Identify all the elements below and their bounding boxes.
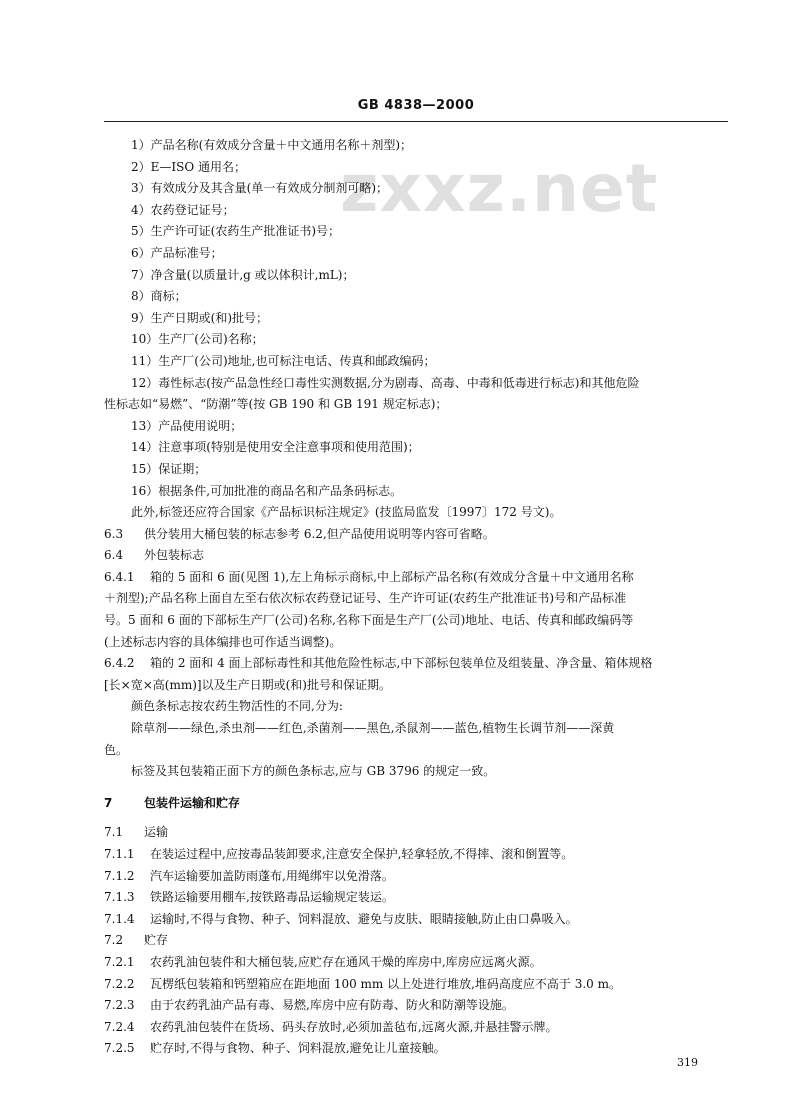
list-item: 14）注意事项(特别是使用安全注意事项和使用范围)； [131, 440, 420, 455]
list-item-12-line2: 性标志如“易燃”、“防潮”等(按 GB 190 和 GB 191 规定标志)； [104, 397, 448, 412]
header-rule [104, 121, 728, 122]
section-number: 6.4 [104, 548, 124, 563]
clause-7-2-3 [104, 995, 728, 1017]
watermark: zxxz.net [340, 150, 659, 227]
list-item: 8）商标； [131, 289, 187, 304]
list-item: 4）农药登记证号； [131, 202, 235, 217]
list-item: 1）产品名称(有效成分含量＋中文通用名称＋剂型)； [131, 138, 413, 152]
list-item: 7）净含量(以质量计,g 或以体积计,mL)； [131, 267, 355, 282]
section-number: 6.4.2 [104, 656, 135, 671]
list-item-12-line1: 12）毒性标志(按产品急性经口毒性实测数据,分为剧毒、高毒、中毒和低毒进行标志)和其他危险 [131, 375, 640, 390]
section-6-4 [104, 545, 728, 567]
section-6-4-2-line2: [长×宽×高(mm)]以及生产日期或(和)批号和保证期。 [104, 677, 391, 692]
clause-7-1-2 [104, 866, 728, 888]
section-7-2 [104, 930, 728, 952]
clause-7-1-3 [104, 887, 728, 909]
section-heading: 运输 [144, 825, 169, 840]
section-title: 包装件运输和贮存 [144, 795, 241, 810]
page-number: 319 [677, 1056, 698, 1069]
label-note: 此外,标签还应符合国家《产品标识标注规定》(技监局监发〔1997〕172 号文)。 [131, 505, 562, 520]
clause-7-2-1 [104, 952, 728, 974]
color-list-line2: 色。 [104, 742, 129, 757]
section-number: 7.1 [104, 825, 124, 840]
clause-text: 在装运过程中,应按毒品装卸要求,注意安全保护,轻拿轻放,不得摔、滚和倒置等。 [150, 847, 574, 861]
clause-number: 7.2.1 [104, 954, 135, 969]
section-6-4-1-line2: ＋剂型);产品名称上面自左至右依次标农药登记证号、生产许可证(农药生产批准证书)号和产品标准 [104, 591, 627, 606]
clause-number: 7.1.3 [104, 890, 135, 905]
clause-number: 7.2.2 [104, 976, 135, 991]
clause-number: 7.2.3 [104, 998, 135, 1013]
standard-code-header: GB 4838—2000 [357, 98, 475, 113]
clause-text: 贮存时,不得与食物、种子、饲料混放,避免让儿童接触。 [150, 1041, 446, 1056]
list-item: 11）生产厂(公司)地址,也可标注电话、传真和邮政编码； [131, 353, 436, 368]
clause-text: 运输时,不得与食物、种子、饲料混放、避免与皮肤、眼睛接触,防止由口鼻吸入。 [150, 911, 578, 926]
clause-number: 7.2.4 [104, 1019, 135, 1034]
list-item: 2）E—ISO 通用名； [131, 159, 247, 174]
clause-number: 7.2.5 [104, 1041, 135, 1056]
section-7-1 [104, 822, 728, 844]
clause-text: 农药乳油包装件在货场、码头存放时,必须加盖毡布,远离火源,并悬挂警示牌。 [150, 1019, 558, 1034]
clause-7-2-2 [104, 974, 728, 996]
clause-7-1-1 [104, 844, 728, 866]
section-6-4-1-line4: (上述标志内容的具体编排也可作适当调整)。 [104, 634, 342, 649]
clause-7-1-4 [104, 909, 728, 931]
clause-number: 7.1.1 [104, 847, 135, 861]
section-heading: 外包装标志 [144, 548, 205, 563]
list-item: 16）根据条件,可加批准的商品名和产品条码标志。 [131, 483, 403, 498]
clause-text: 铁路运输要用棚车,按铁路毒品运输规定装运。 [150, 890, 394, 905]
list-item: 10）生产厂(公司)名称； [131, 332, 264, 347]
list-item: 6）产品标准号； [131, 245, 223, 260]
list-item: 13）产品使用说明； [131, 418, 243, 433]
clause-7-2-5 [104, 1038, 728, 1060]
clause-number: 7.1.4 [104, 911, 135, 926]
list-item: 15）保证期； [131, 461, 207, 476]
section-number: 6.4.1 [104, 569, 135, 584]
section-6-3 [104, 524, 728, 546]
section-number: 7 [104, 795, 113, 810]
list-item: 5）生产许可证(农药生产批准证书)号； [131, 224, 340, 239]
clause-7-2-4 [104, 1017, 728, 1039]
section-number: 6.3 [104, 526, 124, 541]
color-intro: 颜色条标志按农药生物活性的不同,分为: [131, 699, 343, 714]
clause-text: 由于农药乳油产品有毒、易燃,库房中应有防毒、防火和防潮等设施。 [150, 998, 514, 1013]
document-body [104, 135, 728, 1060]
clause-text: 汽车运输要加盖防雨蓬布,用绳绑牢以免滑落。 [150, 868, 394, 883]
section-text: 箱的 5 面和 6 面(见图 1),左上角标示商标,中上部标产品名称(有效成分含量＋中文通用名称 [150, 569, 634, 584]
section-6-4-1-line1 [104, 567, 728, 589]
clause-text: 瓦楞纸包装箱和钙塑箱应在距地面 100 mm 以上处进行堆放,堆码高度应不高于 3.0 m。 [150, 976, 622, 991]
clause-text: 农药乳油包装件和大桶包装,应贮存在通风干燥的库房中,库房应远离火源。 [150, 954, 542, 969]
clause-number: 7.1.2 [104, 868, 135, 883]
section-heading: 贮存 [144, 933, 169, 948]
section-6-4-1-line3: 号。5 面和 6 面的下部标生产厂(公司)名称,名称下面是生产厂(公司)地址、电话、传真和邮政编码等 [104, 613, 634, 628]
section-text: 箱的 2 面和 4 面上部标毒性和其他危险性标志,中下部标包装单位及组装量、净含量、箱体规格 [150, 656, 653, 671]
color-note: 标签及其包装箱正面下方的颜色条标志,应与 GB 3796 的规定一致。 [131, 764, 496, 779]
section-7-heading [104, 793, 728, 815]
list-item: 3）有效成分及其含量(单一有效成分制剂可略)； [131, 181, 388, 196]
section-text: 供分装用大桶包装的标志参考 6.2,但产品使用说明等内容可省略。 [144, 526, 495, 541]
section-number: 7.2 [104, 933, 124, 948]
section-6-4-2-line1 [104, 653, 728, 675]
color-list-line1: 除草剂——绿色,杀虫剂——红色,杀菌剂——黑色,杀鼠剂——蓝色,植物生长调节剂——深黄 [131, 721, 615, 736]
list-item: 9）生产日期或(和)批号； [131, 310, 268, 325]
